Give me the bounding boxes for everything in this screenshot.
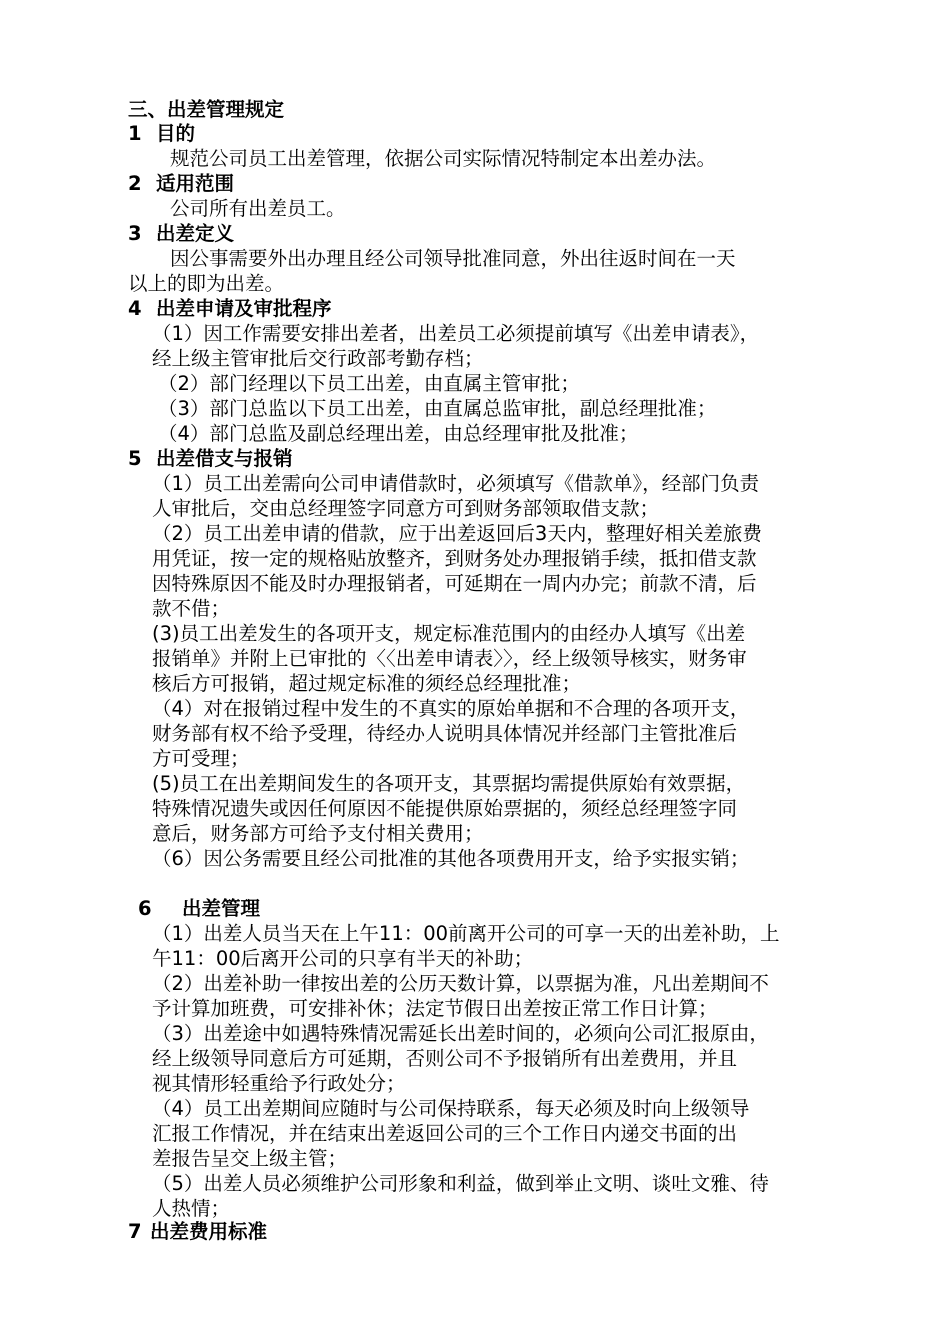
section-1-body: 规范公司员工出差管理，依据公司实际情况特制定本出差办法。 xyxy=(170,147,717,170)
section-5-line: 用凭证，按一定的规格贴放整齐，到财务处办理报销手续，抵扣借支款 xyxy=(152,547,757,570)
section-title: 目的 xyxy=(156,122,196,145)
section-6-line: 人热情； xyxy=(152,1197,231,1220)
section-5-line: （1）员工出差需向公司申请借款时，必须填写《借款单》，经部门负责 xyxy=(152,472,760,495)
section-number: 3 xyxy=(128,222,142,245)
section-6-line: （3）出差途中如遇特殊情况需延长出差时间的，必须向公司汇报原由， xyxy=(152,1022,769,1045)
section-5-line: 报销单》并附上已审批的〈〈出差申请表〉〉，经上级领导核实，财务审 xyxy=(152,647,747,670)
section-6-line: 汇报工作情况，并在结束出差返回公司的三个工作日内递交书面的出 xyxy=(152,1122,738,1145)
section-4-line: （1）因工作需要安排出差者，出差员工必须提前填写《出差申请表》， xyxy=(152,322,760,345)
section-3-body-line: 因公事需要外出办理且经公司领导批准同意，外出往返时间在一天 xyxy=(170,247,736,270)
section-5-line: 款不借； xyxy=(152,597,231,620)
section-number: 4 xyxy=(128,297,142,320)
section-3-body-line: 以上的即为出差。 xyxy=(128,272,285,295)
section-5-line: 核后方可报销，超过规定标准的须经总经理批准； xyxy=(152,672,582,695)
section-4-line: （3）部门总监以下员工出差，由直属总监审批，副总经理批准； xyxy=(158,397,717,420)
section-6-line: 予计算加班费，可安排补休；法定节假日出差按正常工作日计算； xyxy=(152,997,718,1020)
section-5-line: 方可受理； xyxy=(152,747,250,770)
section-6-line: 差报告呈交上级主管； xyxy=(152,1147,348,1170)
section-2-body: 公司所有出差员工。 xyxy=(170,197,346,220)
section-5-line: （2）员工出差申请的借款，应于出差返回后3天内，整理好相关差旅费 xyxy=(152,522,762,545)
section-6-line: （4）员工出差期间应随时与公司保持联系，每天必须及时向上级领导 xyxy=(152,1097,750,1120)
section-5-line: 意后，财务部方可给予支付相关费用； xyxy=(152,822,484,845)
section-6-line: 经上级领导同意后方可延期，否则公司不予报销所有出差费用，并且 xyxy=(152,1047,738,1070)
section-4-line: 经上级主管审批后交行政部考勤存档； xyxy=(152,347,484,370)
document-title: 三、出差管理规定 xyxy=(128,98,285,121)
section-4-line: （2）部门经理以下员工出差，由直属主管审批； xyxy=(158,372,580,395)
section-5-line: 因特殊原因不能及时办理报销者，可延期在一周内办完；前款不清，后 xyxy=(152,572,757,595)
section-5-line: （6）因公务需要且经公司批准的其他各项费用开支，给予实报实销； xyxy=(152,847,750,870)
section-4-line: （4）部门总监及副总经理出差，由总经理审批及批准； xyxy=(158,422,639,445)
section-title: 出差申请及审批程序 xyxy=(156,297,332,320)
section-6-line: （5）出差人员必须维护公司形象和利益，做到举止文明、谈吐文雅、待 xyxy=(152,1172,769,1195)
section-6-line: （2）出差补助一律按出差的公历天数计算，以票据为准，凡出差期间不 xyxy=(152,972,769,995)
section-title: 出差借支与报销 xyxy=(156,447,293,470)
section-number: 6 xyxy=(138,897,152,920)
section-6-line: 午11：00后离开公司的只享有半天的补助； xyxy=(152,947,534,970)
section-5-line: （4）对在报销过程中发生的不真实的原始单据和不合理的各项开支， xyxy=(152,697,750,720)
section-5-line: 人审批后，交由总经理签字同意方可到财务部领取借支款； xyxy=(152,497,660,520)
section-title: 出差定义 xyxy=(156,222,235,245)
section-number: 5 xyxy=(128,447,142,470)
section-number: 2 xyxy=(128,172,142,195)
section-number: 1 xyxy=(128,122,142,145)
section-6-line: （1）出差人员当天在上午11：00前离开公司的可享一天的出差补助，上 xyxy=(152,922,780,945)
section-5-line: 特殊情况遗失或因任何原因不能提供原始票据的，须经总经理签字同 xyxy=(152,797,738,820)
section-5-line: (3)员工出差发生的各项开支，规定标准范围内的由经办人填写《出差 xyxy=(152,622,746,645)
section-title: 出差费用标准 xyxy=(150,1220,268,1243)
section-6-line: 视其情形轻重给予行政处分； xyxy=(152,1072,406,1095)
section-5-line: 财务部有权不给予受理，待经办人说明具体情况并经部门主管批准后 xyxy=(152,722,738,745)
section-5-line: (5)员工在出差期间发生的各项开支，其票据均需提供原始有效票据， xyxy=(152,772,746,795)
section-number: 7 xyxy=(128,1220,142,1243)
section-title: 适用范围 xyxy=(156,172,235,195)
section-title: 出差管理 xyxy=(182,897,261,920)
